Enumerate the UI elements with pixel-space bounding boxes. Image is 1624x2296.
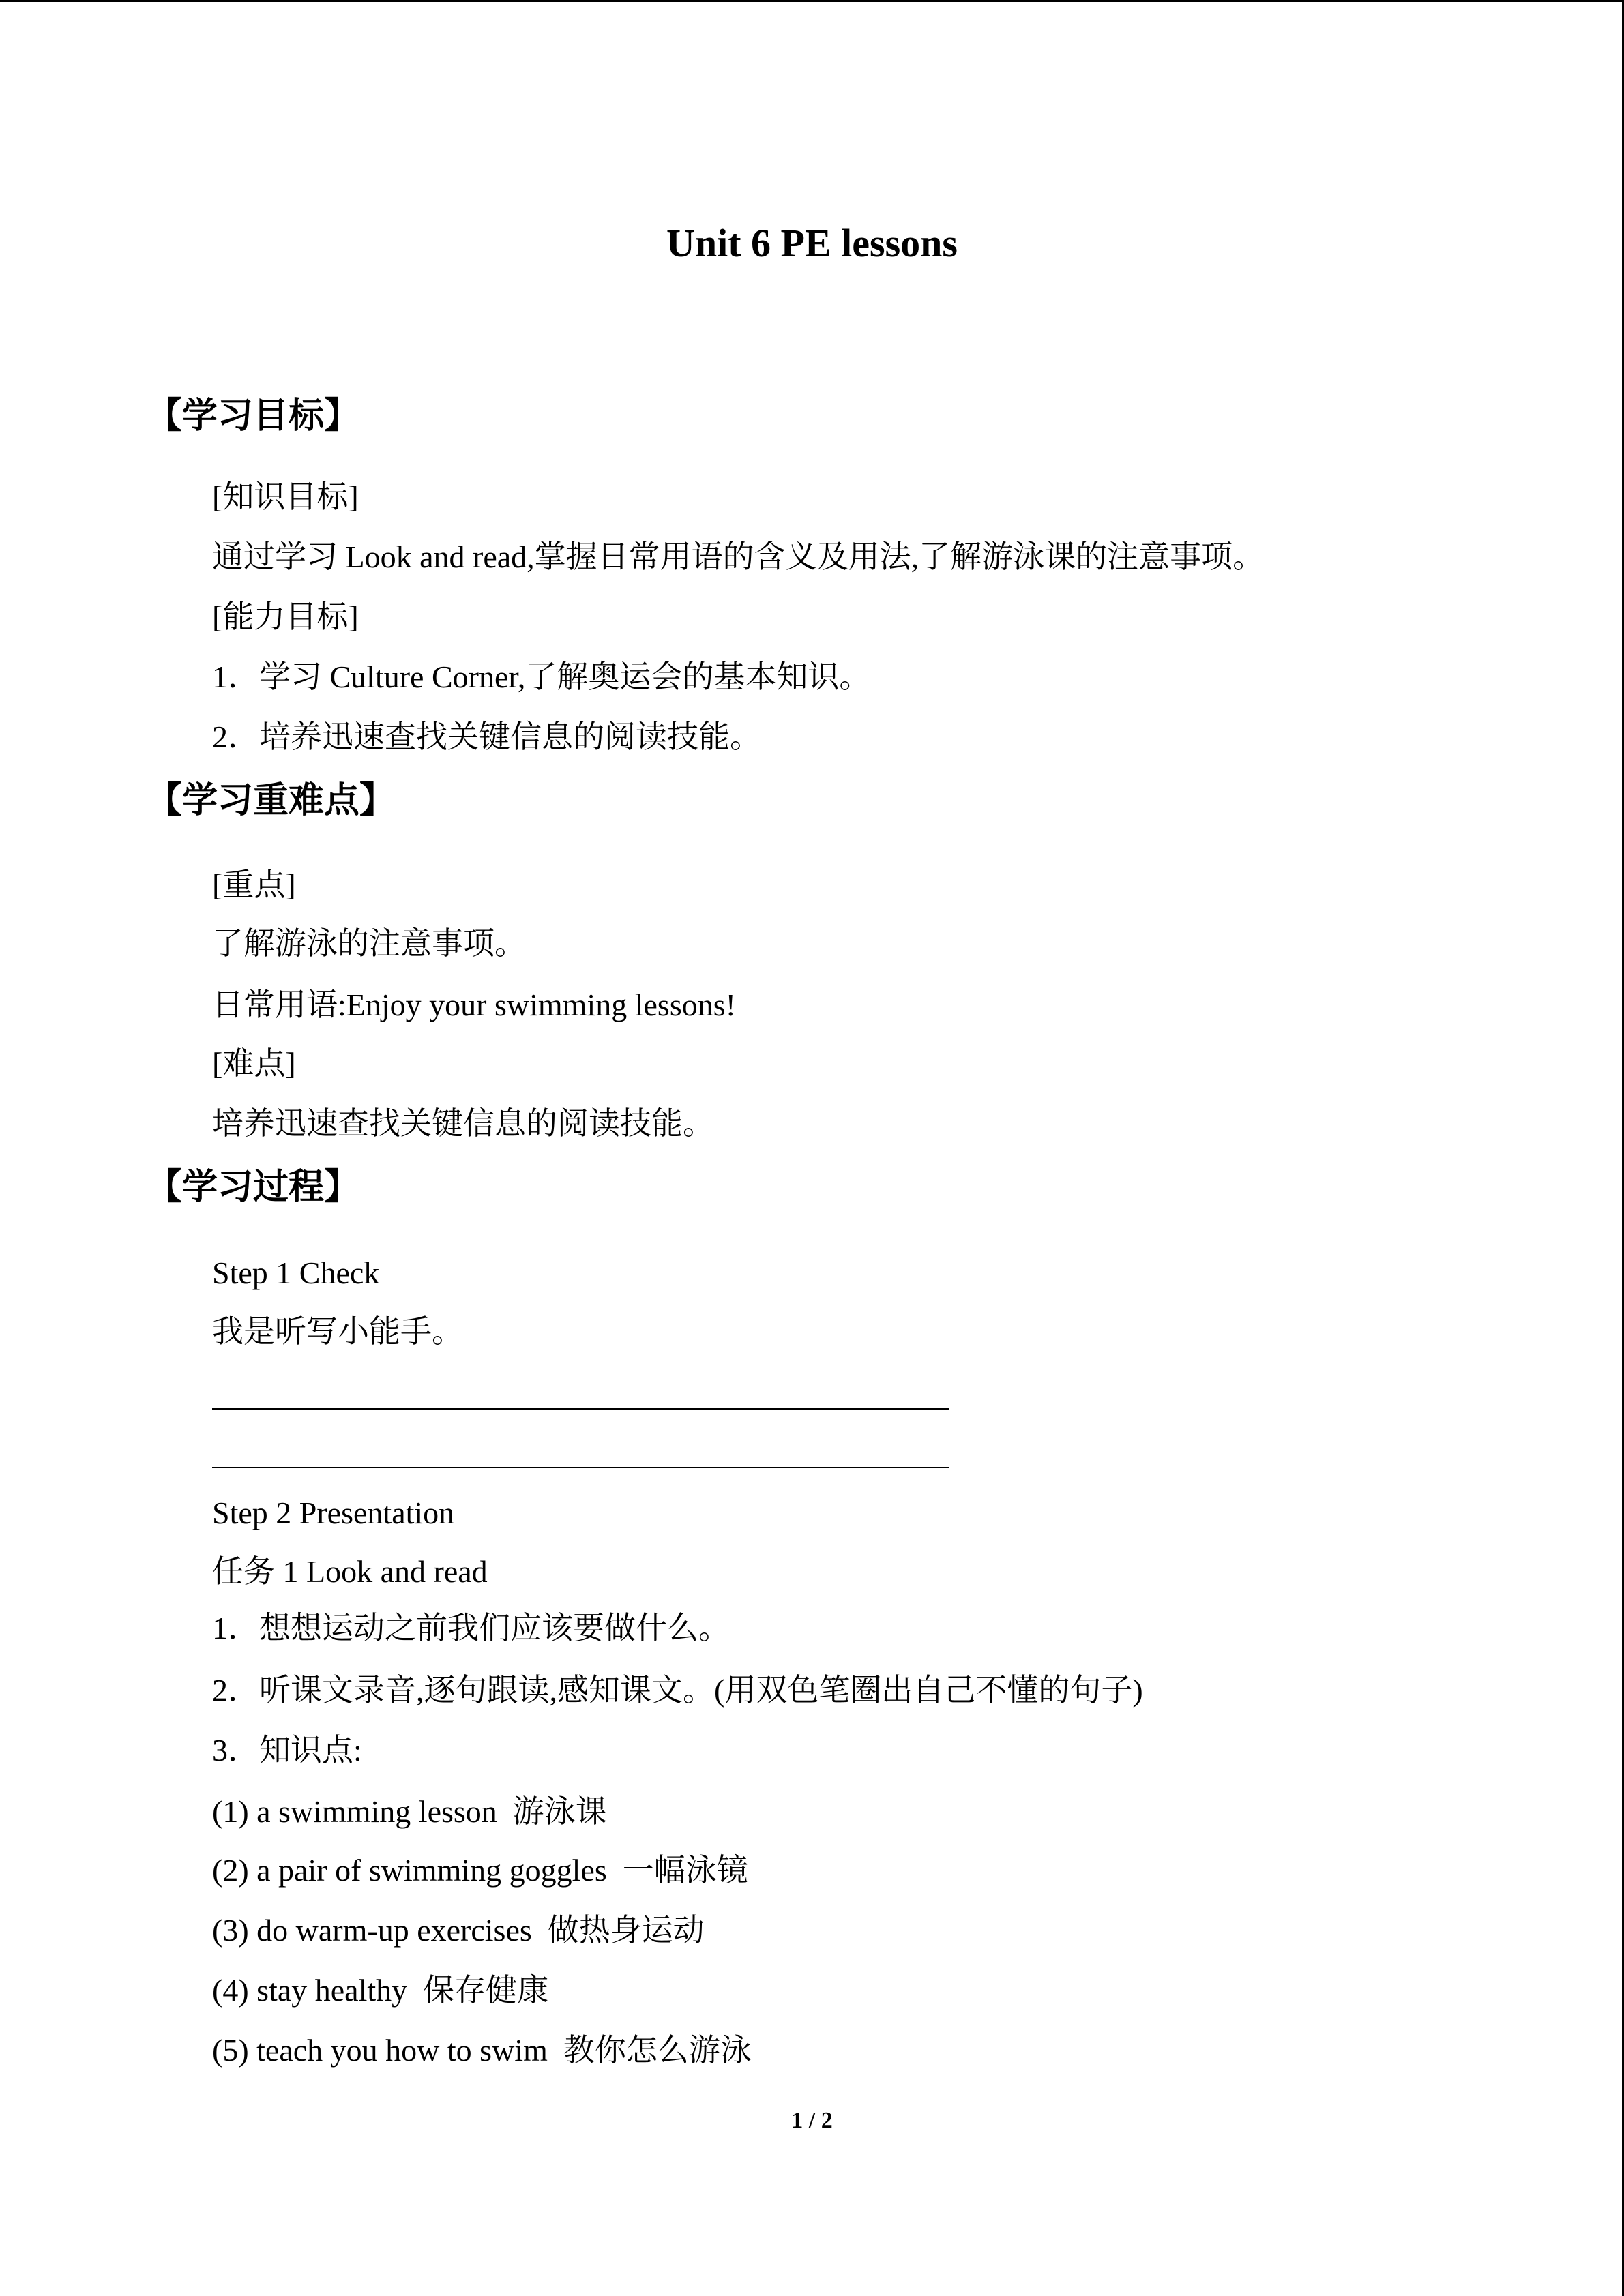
focus-label: [重点] xyxy=(212,867,296,902)
difficulty-label: [难点] xyxy=(212,1046,296,1081)
ability-item: 2．培养迅速查找关键信息的阅读技能。 xyxy=(212,719,761,754)
focus-item: 了解游泳的注意事项。 xyxy=(212,926,526,961)
focus-item: 日常用语:Enjoy your swimming lessons! xyxy=(212,987,736,1022)
section-heading-process: 【学习过程】 xyxy=(147,1168,360,1207)
ability-label: [能力目标] xyxy=(212,599,359,634)
page-number: 1 / 2 xyxy=(791,2108,833,2133)
document-title: Unit 6 PE lessons xyxy=(666,221,958,265)
answer-blank-line xyxy=(212,1467,949,1468)
phrase-item: (4) stay healthy 保存健康 xyxy=(212,1973,549,2008)
knowledge-text: 通过学习 Look and read,掌握日常用语的含义及用法,了解游泳课的注意事项。 xyxy=(212,539,1265,574)
phrase-item: (3) do warm-up exercises 做热身运动 xyxy=(212,1913,705,1948)
knowledge-label: [知识目标] xyxy=(212,479,359,514)
step2-title: Step 2 Presentation xyxy=(212,1495,455,1530)
section-heading-key-points: 【学习重难点】 xyxy=(147,781,396,820)
ability-item: 1．学习 Culture Corner,了解奥运会的基本知识。 xyxy=(212,659,871,694)
section-heading-objectives: 【学习目标】 xyxy=(147,397,360,436)
answer-blank-line xyxy=(212,1408,949,1410)
phrase-item: (1) a swimming lesson 游泳课 xyxy=(212,1794,607,1829)
difficulty-item: 培养迅速查找关键信息的阅读技能。 xyxy=(212,1106,714,1141)
step2-item: 2．听课文录音,逐句跟读,感知课文。(用双色笔圈出自己不懂的句子) xyxy=(212,1673,1143,1708)
step2-item: 3．知识点: xyxy=(212,1733,362,1768)
phrase-item: (5) teach you how to swim 教你怎么游泳 xyxy=(212,2033,752,2068)
step1-text: 我是听写小能手。 xyxy=(212,1314,463,1349)
step1-title: Step 1 Check xyxy=(212,1255,380,1290)
step2-item: 1．想想运动之前我们应该要做什么。 xyxy=(212,1611,730,1645)
step2-task: 任务 1 Look and read xyxy=(212,1554,488,1589)
phrase-item: (2) a pair of swimming goggles 一幅泳镜 xyxy=(212,1853,748,1888)
